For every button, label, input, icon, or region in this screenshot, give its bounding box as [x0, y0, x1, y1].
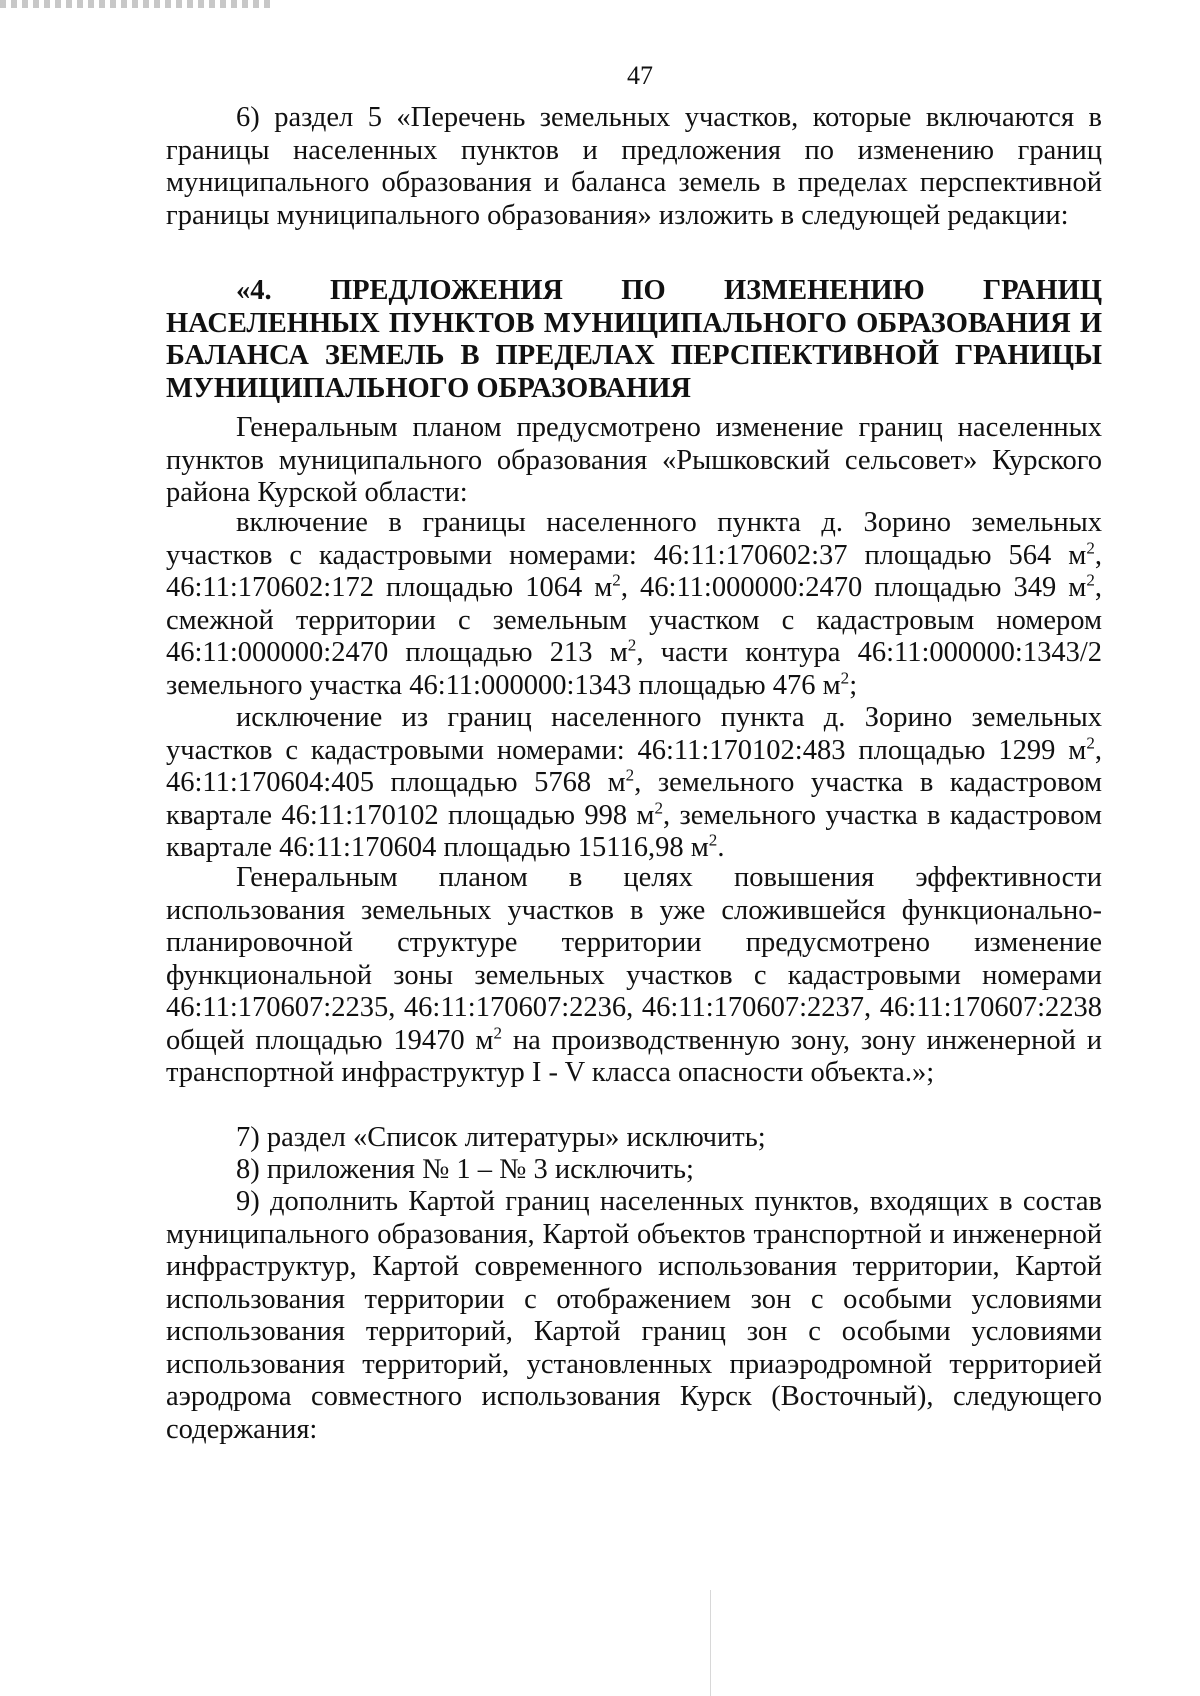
item-8: 8) приложения № 1 – № 3 исключить; [236, 1154, 694, 1185]
inclusion-paragraph: включение в границы населенного пункта д. Зорино земельных участков с кадастровыми номерами: 46:11:170602:37 площадью 564 $м^2$, 46:11:170602:172 площадью 1064 $м^2$, 46:11:000000:2470 площадью 349 $м^2$, смежной территории с земельным участком с кадастровым номером 46:11:000000:2470 площадью 213 $м^2$, части контура 46:11:000000:1343/2 земельного участка 46:11:000000:1343 площадью 476 $м^2$; [166, 507, 1102, 701]
section-heading: «4. ПРЕДЛОЖЕНИЯ ПО ИЗМЕНЕНИЮ ГРАНИЦ НАСЕЛЕННЫХ ПУНКТОВ МУНИЦИПАЛЬНОГО ОБРАЗОВАНИЯ И БАЛАНСА ЗЕМЕЛЬ В ПРЕДЕЛАХ ПЕРСПЕКТИВНОЙ ГРАНИЦЫ МУНИЦИПАЛЬНОГО ОБРАЗОВАНИЯ [166, 275, 1102, 404]
item-9: 9) дополнить Картой границ населенных пунктов, входящих в состав муниципального образования, Картой объектов транспортной и инженерной инфраструктур, Картой современного использования территории, Картой использования территории с отображением зон с особыми условиями использования территорий, Картой границ зон с особыми условиями использования территорий, установленных приаэродромной территорией аэродрома совместного использования Курск (Восточный), следующего содержания: [166, 1186, 1102, 1445]
page-number: 47 [627, 61, 653, 90]
item-7: 7) раздел «Список литературы» исключить; [236, 1122, 766, 1153]
scan-artifact-line [710, 1590, 711, 1696]
exclusion-paragraph: исключение из границ населенного пункта д. Зорино земельных участков с кадастровыми номерами: 46:11:170102:483 площадью 1299 $м^2$, 46:11:170604:405 площадью 5768 $м^2$, земельного участка в кадастровом квартале 46:11:170102 площадью 998 $м^2$, земельного участка в кадастровом квартале 46:11:170604 площадью 15116,98 $м^2$. [166, 702, 1103, 863]
general-plan-paragraph: Генеральным планом предусмотрено изменение границ населенных пунктов муниципального образования «Рышковский сельсовет» Курского района Курской области: [166, 412, 1102, 508]
functional-zone-paragraph: Генеральным планом в целях повышения эффективности использования земельных участков в уже сложившейся функционально-планировочной структуре территории предусмотрено изменение функциональной зоны земельных участков с кадастровыми номерами 46:11:170607:2235, 46:11:170607:2236, 46:11:170607:2237, 46:11:170607:2238 общей площадью 19470 $м^2$ на производственную зону, зону инженерной и транспортной инфраструктур I - V класса опасности объекта.»; [166, 862, 1102, 1088]
scan-artifact [0, 0, 275, 8]
intro-paragraph: 6) раздел 5 «Перечень земельных участков, которые включаются в границы населенных пунктов и предложения по изменению границ муниципального образования и баланса земель в пределах перспективной границы муниципального образования» изложить в следующей редакции: [166, 102, 1102, 231]
